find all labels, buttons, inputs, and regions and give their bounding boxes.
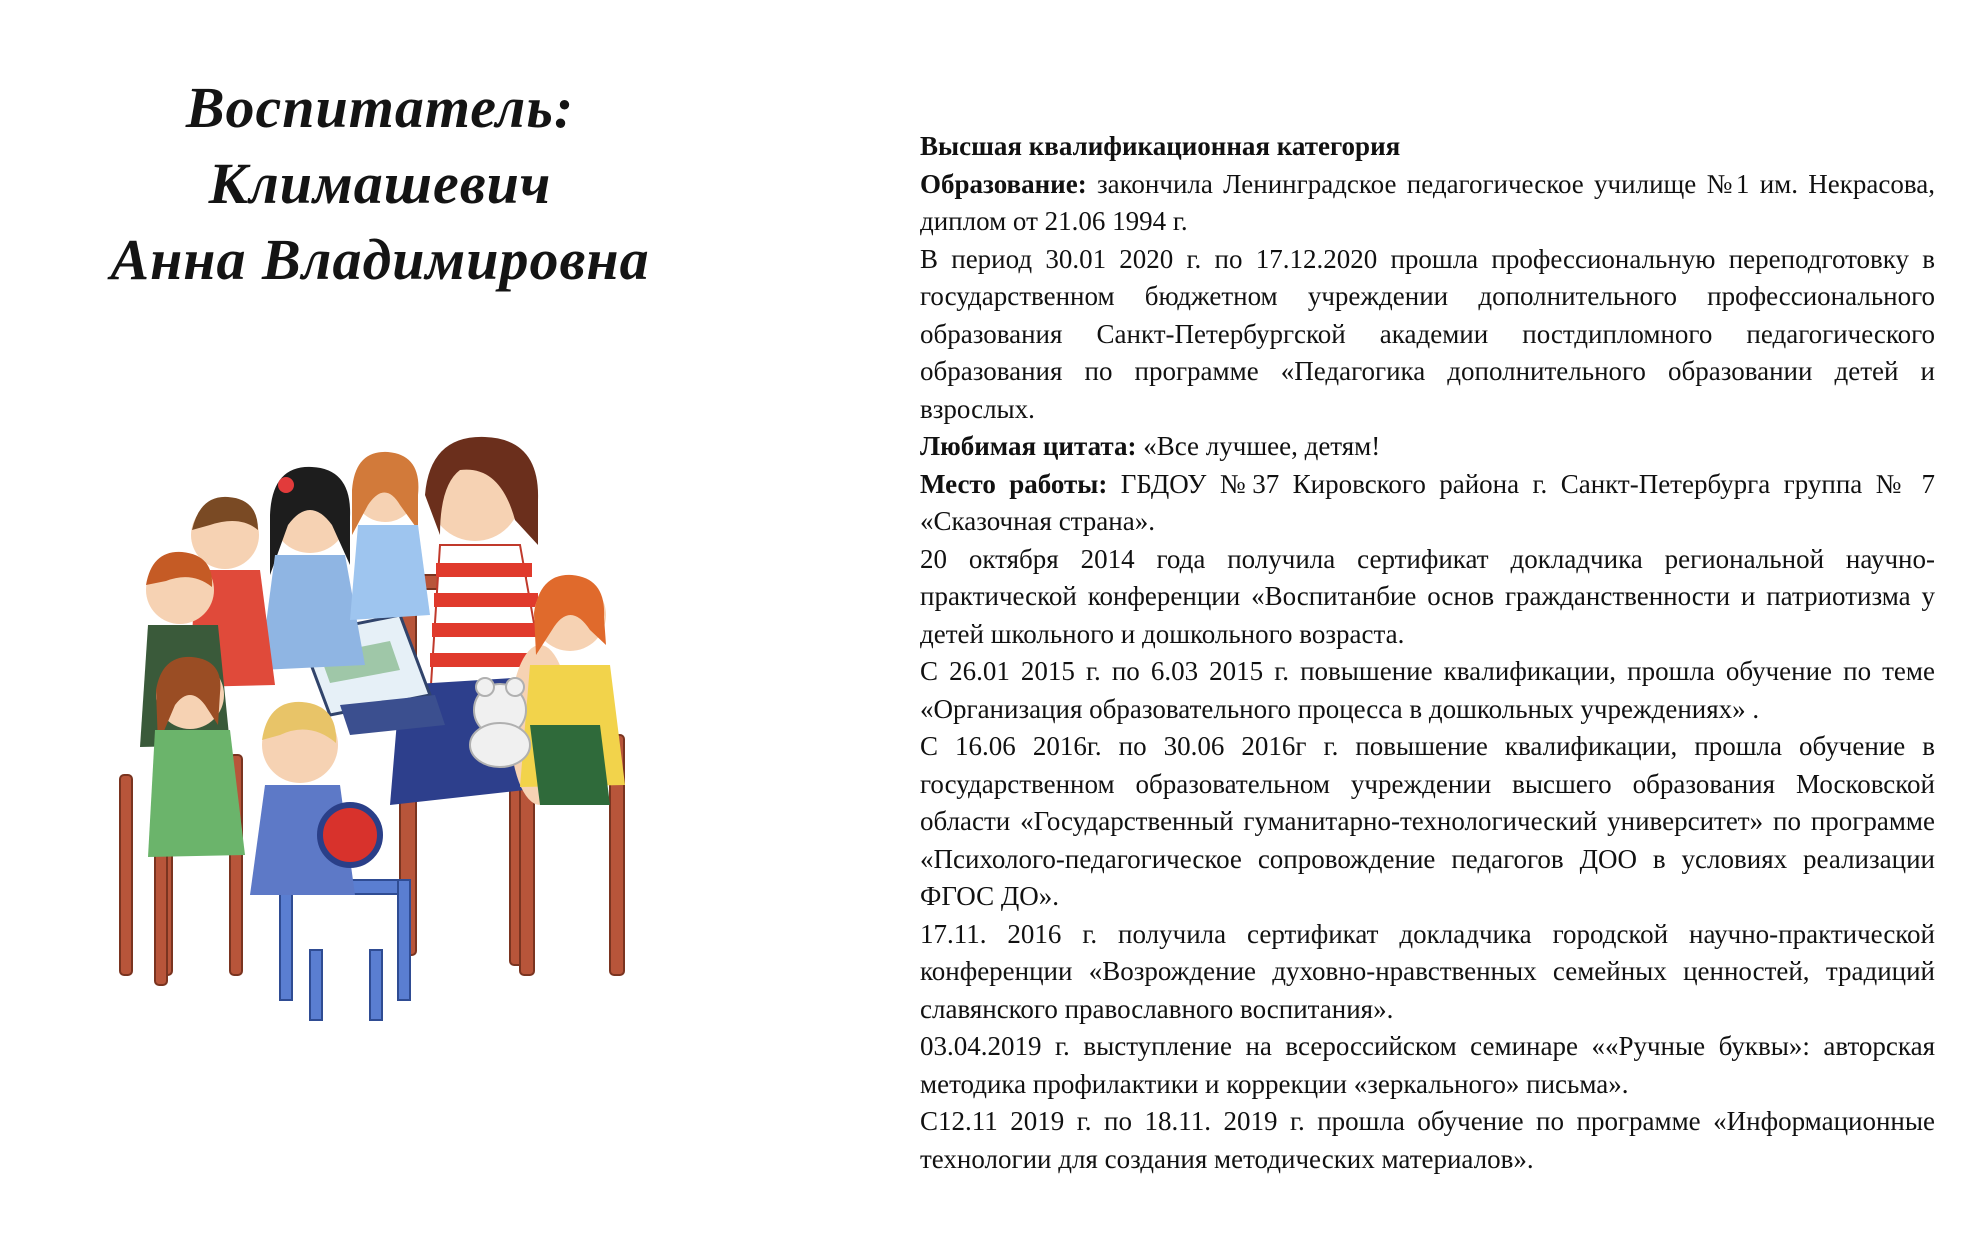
workplace-text: ГБДОУ №37 Кировского района г. Санкт-Петербурга группа № 7 «Сказочная страна». bbox=[920, 468, 1935, 536]
category-line: Высшая квалификационная категория bbox=[920, 131, 1401, 161]
education-paragraph bbox=[920, 166, 1935, 241]
title-block bbox=[60, 70, 700, 298]
training-2015-paragraph: С 26.01 2015 г. по 6.03 2015 г. повышение квалификации, прошла обучение по теме «Организация образовательного процесса в дошкольных учреждениях» . bbox=[920, 656, 1935, 724]
training-2016-paragraph: С 16.06 2016г. по 30.06 2016г г. повышение квалификации, прошла обучение в государственном образовательном учреждении высшего образования Московской области «Государственный гуманитарно-технологический университет» по программе «Психолого-педагогическое сопровождение педагогов ДОО в условиях реализации ФГОС ДО». bbox=[920, 731, 1935, 911]
workplace-label: Место работы: bbox=[920, 468, 1108, 499]
training-2019-paragraph: С12.11 2019 г. по 18.11. 2019 г. прошла обучение по программе «Информационные технологии для создания методических материалов». bbox=[920, 1106, 1935, 1174]
education-text: закончила Ленинградское педагогическое училище №1 им. Некрасова, диплом от 21.06 1994 г. bbox=[920, 168, 1935, 236]
page-title bbox=[60, 70, 700, 298]
certificate-2016-paragraph: 17.11. 2016 г. получила сертификат докладчика городской научно-практической конференции «Возрождение духовно-нравственных семейных ценностей, традиций славянского православного воспитания». bbox=[920, 918, 1935, 1024]
bio-block bbox=[920, 128, 1935, 1178]
teacher-reading-to-children-illustration bbox=[100, 425, 660, 1025]
blue-chair-icon bbox=[280, 880, 410, 1020]
quote-paragraph bbox=[920, 428, 1935, 466]
quote-text: «Все лучшее, детям! bbox=[1136, 431, 1381, 461]
quote-label: Любимая цитата: bbox=[920, 431, 1137, 461]
title-line-position: Воспитатель: bbox=[185, 75, 575, 140]
workplace-paragraph bbox=[920, 466, 1935, 541]
education-label: Образование: bbox=[920, 168, 1087, 199]
title-line-surname: Климашевич bbox=[208, 151, 552, 216]
title-line-name: Анна Владимировна bbox=[110, 227, 650, 292]
retraining-paragraph: В период 30.01 2020 г. по 17.12.2020 прошла профессиональную переподготовку в государственном бюджетном учреждении дополнительного профессионального образования Санкт-Петербургской академии постдипломного педагогического образования по программе «Педагогика дополнительного образовании детей и взрослых. bbox=[920, 243, 1935, 424]
seminar-2019-paragraph: 03.04.2019 г. выступление на всероссийском семинаре ««Ручные буквы»: авторская методика профилактики и коррекции «зеркального» письма». bbox=[920, 1031, 1935, 1099]
certificate-2014-paragraph: 20 октября 2014 года получила сертификат докладчика региональной научно-практической конференции «Воспитанбие основ гражданственности и патриотизма у детей школьного и дошкольного возраста. bbox=[920, 543, 1935, 649]
